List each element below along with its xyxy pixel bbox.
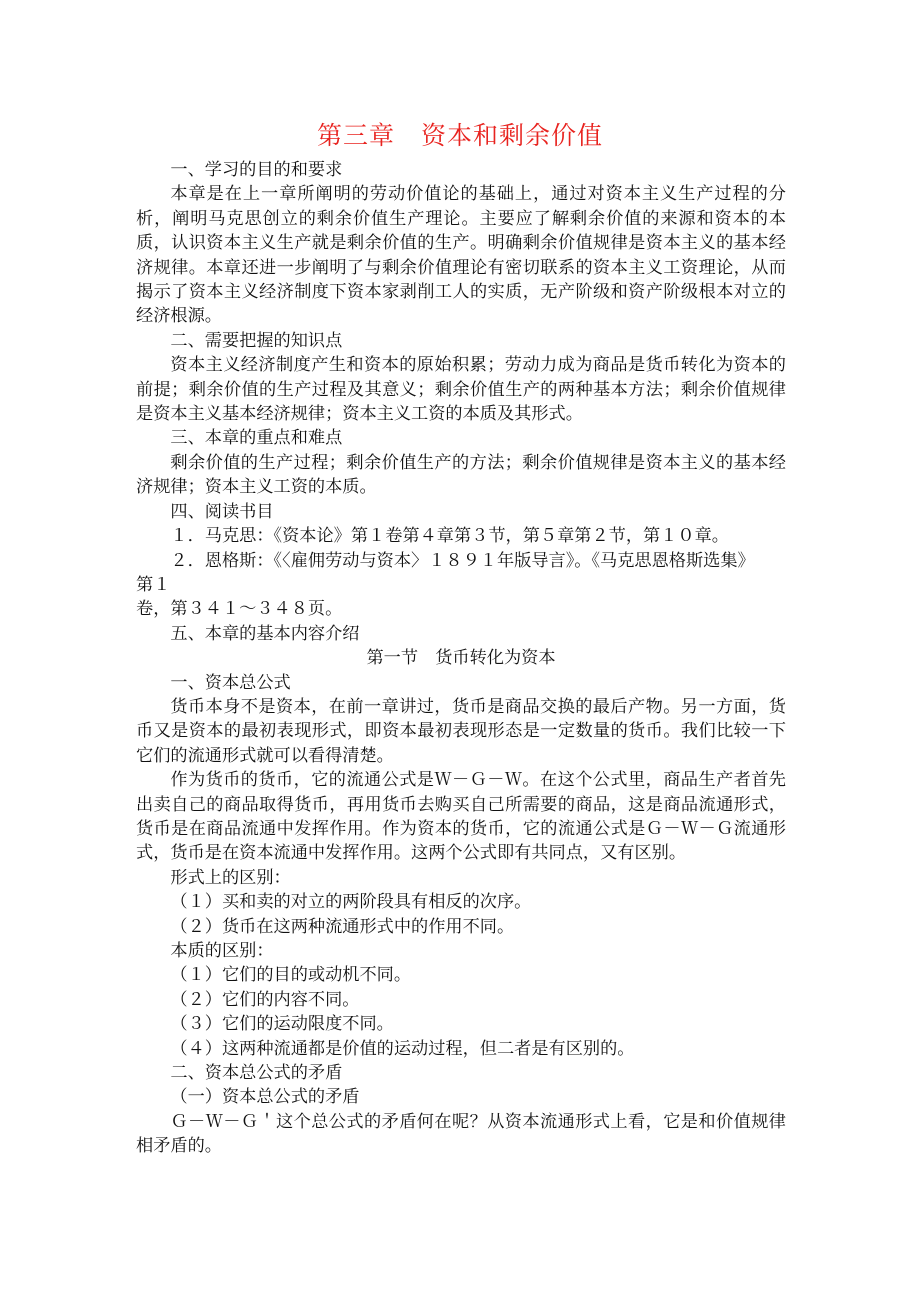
paragraph: 五、本章的基本内容介绍 bbox=[170, 623, 360, 644]
paragraph: 作为货币的货币，它的流通公式是Ｗ－Ｇ－Ｗ。在这个公式里，商品生产者首先出卖自己的商品取得货币，再用货币去购买自己所需要的商品，这是商品流通形式，货币是在商品流通中发挥作用。作为资本的货币，它的流通公式是Ｇ－Ｗ－Ｇ流通形式，货币是在资本流通中发挥作用。这两个公式即有共同点，又有区别。 bbox=[136, 770, 786, 864]
paragraph: 卷，第３４１～３４８页。 bbox=[136, 599, 343, 620]
paragraph: １．马克思：《资本论》第１卷第４章第３节，第５章第２节，第１０章。 bbox=[170, 526, 729, 547]
paragraph: 货币本身不是资本，在前一章讲过，货币是商品交换的最后产物。另一方面，货币又是资本的最初表现形式，即资本最初表现形态是一定数量的货币。我们比较一下它们的流通形式就可以看得清楚。 bbox=[136, 696, 786, 766]
paragraph: 第１ bbox=[136, 574, 171, 595]
paragraph: （一）资本总公式的矛盾 bbox=[170, 1087, 360, 1108]
paragraph: 本质的区别： bbox=[170, 941, 274, 961]
paragraph: （２）货币在这两种流通形式中的作用不同。 bbox=[170, 916, 515, 937]
paragraph: 本章是在上一章所阐明的劳动价值论的基础上，通过对资本主义生产过程的分析，阐明马克思创立的剩余价值生产理论。主要应了解剩余价值的来源和资本的本质，认识资本主义生产就是剩余价值的生产。明确剩余价值规律是资本主义的基本经济规律。本章还进一步阐明了与剩余价值理论有密切联系的资本主义工资理论，从而揭示了资本主义经济制度下资本家剥削工人的实质，无产阶级和资产阶级根本对立的经济根源。 bbox=[136, 184, 786, 327]
paragraph: 资本主义经济制度产生和资本的原始积累；劳动力成为商品是货币转化为资本的前提；剩余价值的生产过程及其意义；剩余价值生产的两种基本方法；剩余价值规律是资本主义基本经济规律；资本主义工资的本质及其形式。 bbox=[136, 355, 786, 425]
document-body bbox=[136, 158, 786, 1159]
paragraph: 剩余价值的生产过程；剩余价值生产的方法；剩余价值规律是资本主义的基本经济规律；资本主义工资的本质。 bbox=[136, 452, 786, 498]
paragraph: 三、本章的重点和难点 bbox=[170, 428, 343, 449]
paragraph: 一、学习的目的和要求 bbox=[170, 160, 343, 180]
paragraph: （４）这两种流通都是价值的运动过程，但二者是有区别的。 bbox=[170, 1038, 635, 1059]
paragraph: 一、资本总公式 bbox=[170, 672, 291, 693]
section-heading: 第一节 货币转化为资本 bbox=[366, 648, 556, 669]
paragraph: 二、需要把握的知识点 bbox=[170, 330, 343, 351]
paragraph: ２．恩格斯：《〈雇佣劳动与资本〉１８９１年版导言》。《马克思恩格斯选集》 bbox=[170, 550, 755, 571]
paragraph: （３）它们的运动限度不同。 bbox=[170, 1014, 394, 1035]
chapter-title: 第三章 资本和剩余价值 bbox=[316, 121, 603, 150]
paragraph: （２）它们的内容不同。 bbox=[170, 989, 360, 1010]
paragraph: 形式上的区别： bbox=[170, 867, 291, 888]
paragraph: 二、资本总公式的矛盾 bbox=[170, 1063, 343, 1084]
paragraph: Ｇ－Ｗ－Ｇ＇这个总公式的矛盾何在呢？从资本流通形式上看，它是和价值规律相矛盾的。 bbox=[136, 1111, 786, 1157]
paragraph: （１）买和卖的对立的两阶段具有相反的次序。 bbox=[170, 892, 532, 913]
paragraph: （１）它们的目的或动机不同。 bbox=[170, 965, 412, 986]
paragraph: 四、阅读书目 bbox=[170, 501, 274, 522]
